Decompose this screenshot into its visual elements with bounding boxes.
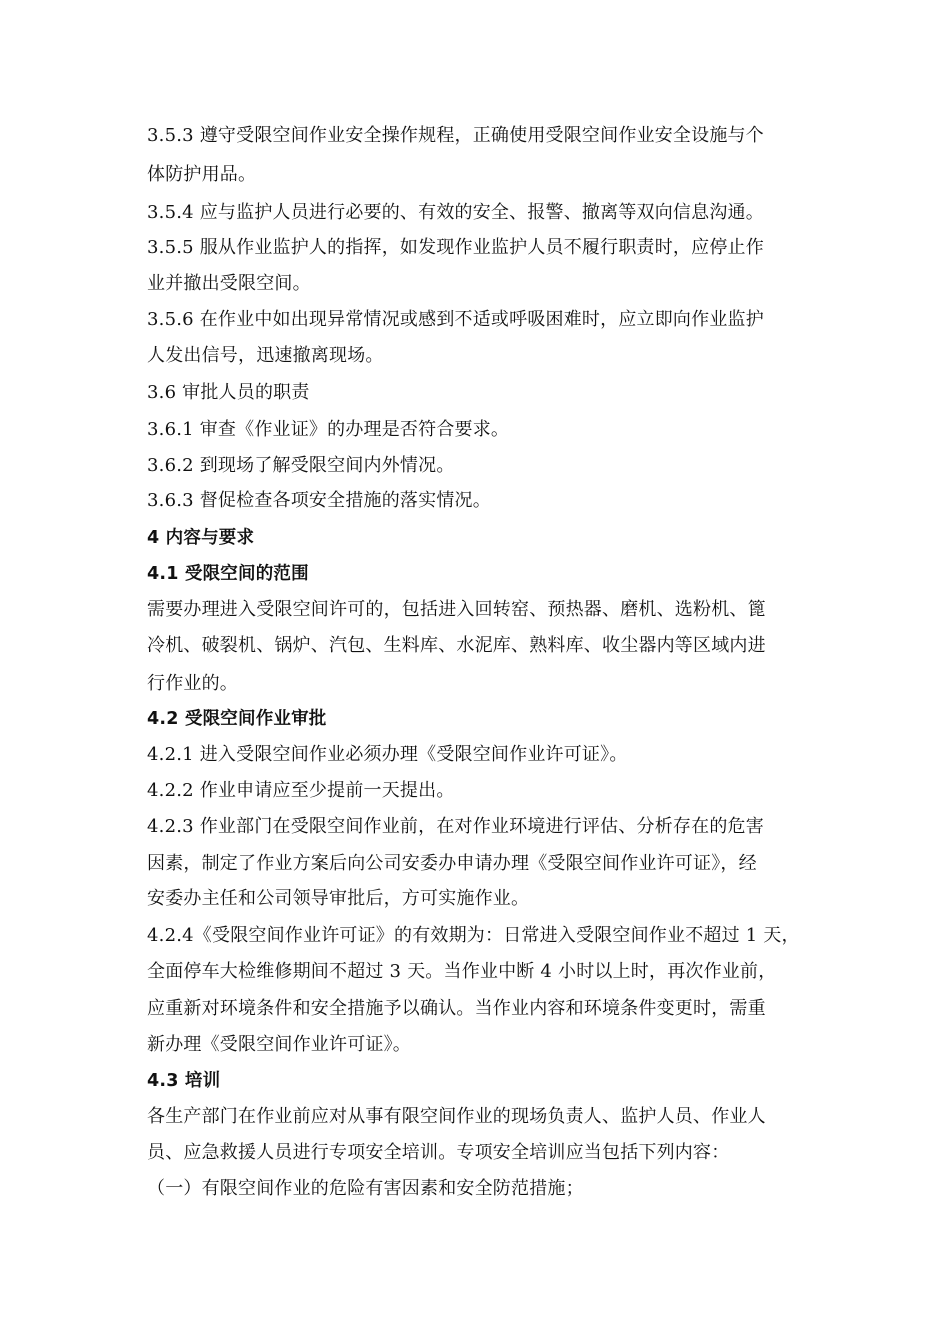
text-line: 4.2.4《受限空间作业许可证》的有效期为：日常进入受限空间作业不超过 1 天， bbox=[147, 925, 800, 946]
text-line: 需要办理进入受限空间许可的，包括进入回转窑、预热器、磨机、选粉机、篦 bbox=[147, 599, 766, 620]
text-line: 行作业的。 bbox=[147, 673, 238, 694]
section-heading: 4.1 受限空间的范围 bbox=[147, 564, 309, 584]
text-line: 3.6.3 督促检查各项安全措施的落实情况。 bbox=[147, 490, 491, 511]
text-line: 应重新对环境条件和安全措施予以确认。当作业内容和环境条件变更时，需重 bbox=[147, 998, 766, 1019]
text-line: （一）有限空间作业的危险有害因素和安全防范措施； bbox=[147, 1178, 584, 1199]
section-heading: 4.3 培训 bbox=[147, 1071, 221, 1091]
section-heading: 3.6 审批人员的职责 bbox=[147, 382, 310, 403]
text-line: 3.5.4 应与监护人员进行必要的、有效的安全、报警、撤离等双向信息沟通。 bbox=[147, 202, 764, 223]
chapter-heading: 4 内容与要求 bbox=[147, 528, 255, 548]
text-line: 4.2.1 进入受限空间作业必须办理《受限空间作业许可证》。 bbox=[147, 744, 628, 765]
text-line: 业并撤出受限空间。 bbox=[147, 273, 311, 294]
text-line: 各生产部门在作业前应对从事有限空间作业的现场负责人、监护人员、作业人 bbox=[147, 1106, 766, 1127]
text-line: 3.5.3 遵守受限空间作业安全操作规程，正确使用受限空间作业安全设施与个 bbox=[147, 125, 764, 146]
text-line: 冷机、破裂机、锅炉、汽包、生料库、水泥库、熟料库、收尘器内等区域内进 bbox=[147, 635, 766, 656]
text-line: 体防护用品。 bbox=[147, 164, 257, 185]
text-line: 3.6.2 到现场了解受限空间内外情况。 bbox=[147, 455, 455, 476]
text-line: 3.5.6 在作业中如出现异常情况或感到不适或呼吸困难时，应立即向作业监护 bbox=[147, 309, 764, 330]
section-heading: 4.2 受限空间作业审批 bbox=[147, 709, 327, 729]
text-line: 安委办主任和公司领导审批后，方可实施作业。 bbox=[147, 888, 530, 909]
text-line: 全面停车大检维修期间不超过 3 天。当作业中断 4 小时以上时，再次作业前， bbox=[147, 961, 777, 982]
text-line: 4.2.3 作业部门在受限空间作业前，在对作业环境进行评估、分析存在的危害 bbox=[147, 816, 764, 837]
text-line: 3.5.5 服从作业监护人的指挥，如发现作业监护人员不履行职责时，应停止作 bbox=[147, 237, 764, 258]
text-line: 员、应急救援人员进行专项安全培训。专项安全培训应当包括下列内容： bbox=[147, 1142, 730, 1163]
text-line: 3.6.1 审查《作业证》的办理是否符合要求。 bbox=[147, 419, 510, 440]
text-line: 人发出信号，迅速撤离现场。 bbox=[147, 345, 384, 366]
text-line: 新办理《受限空间作业许可证》。 bbox=[147, 1034, 411, 1055]
text-line: 因素，制定了作业方案后向公司安委办申请办理《受限空间作业许可证》，经 bbox=[147, 853, 757, 874]
text-line: 4.2.2 作业申请应至少提前一天提出。 bbox=[147, 780, 455, 801]
